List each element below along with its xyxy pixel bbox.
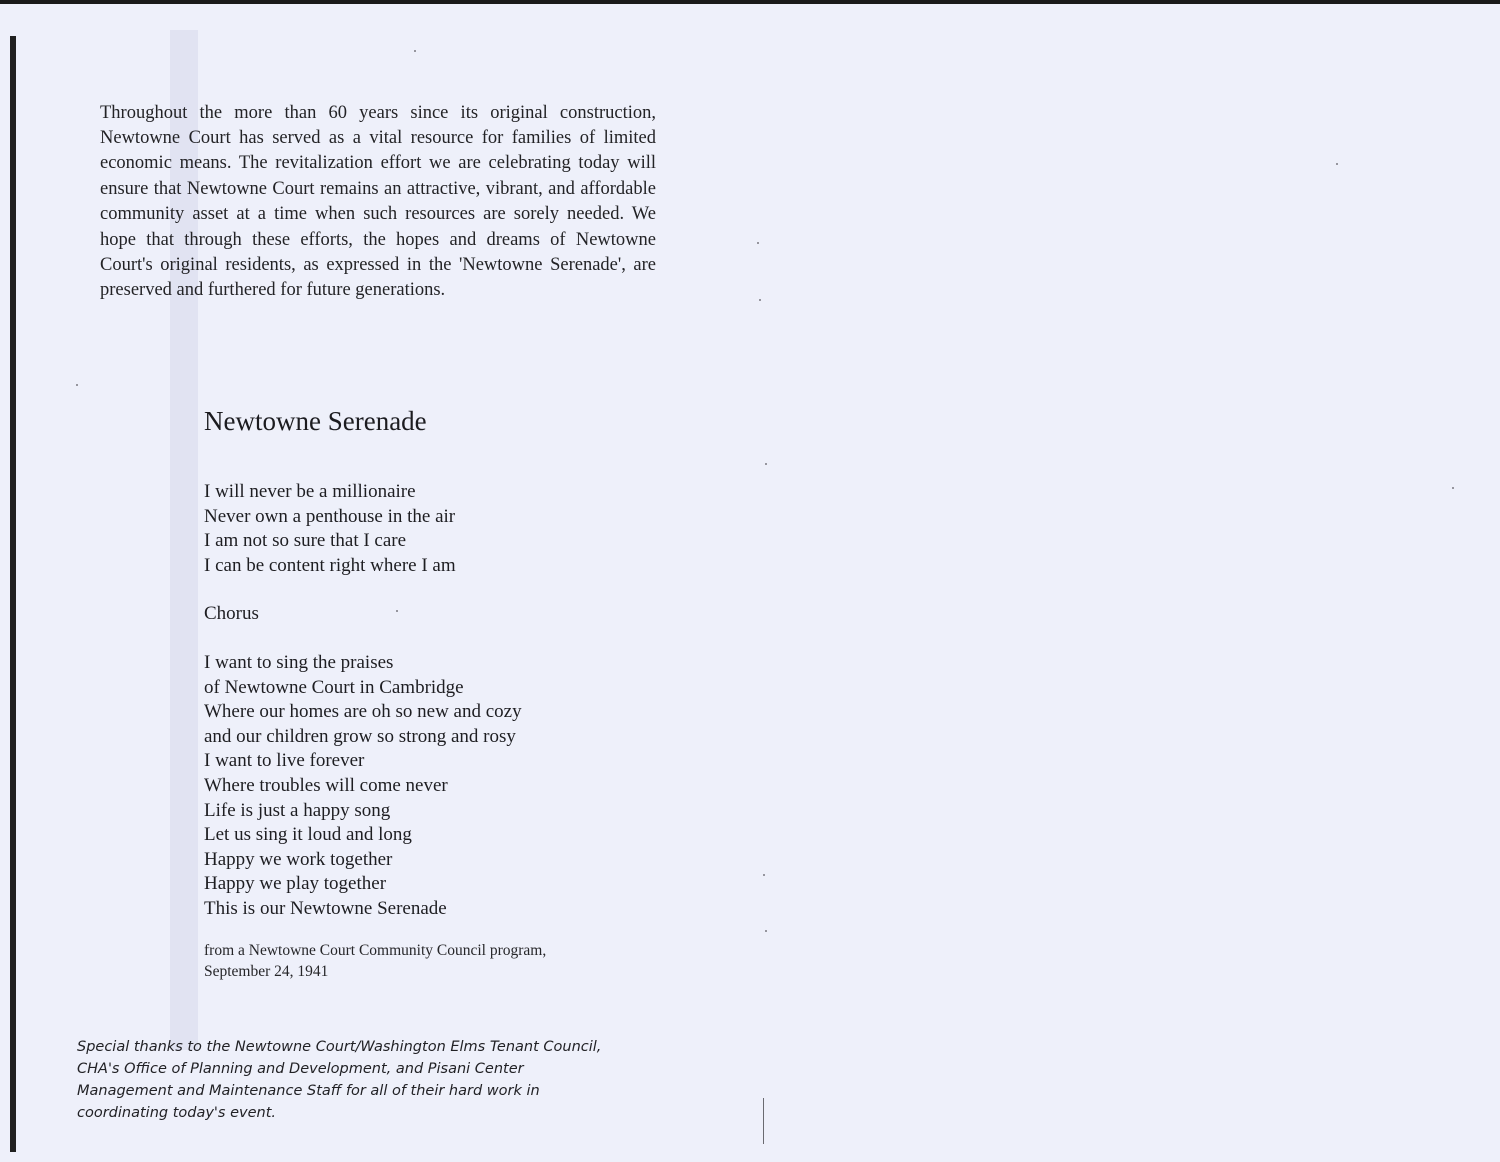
poem-line: of Newtowne Court in Cambridge — [204, 676, 464, 698]
scan-speck — [1452, 487, 1454, 489]
poem-title: Newtowne Serenade — [204, 406, 427, 436]
source-line: September 24, 1941 — [204, 962, 329, 980]
scan-speck — [396, 610, 398, 612]
acknowledgement-note — [77, 1036, 647, 1124]
acknowledgement-line: Special thanks to the Newtowne Court/Washington Elms Tenant Council, — [77, 1039, 602, 1055]
scan-speck — [759, 299, 761, 301]
acknowledgement-line: CHA's Office of Planning and Development, and Pisani Center — [77, 1061, 524, 1077]
scan-speck — [765, 463, 767, 465]
poem-line: Life is just a happy song — [204, 799, 391, 821]
poem-chorus — [204, 651, 634, 922]
poem-block — [204, 402, 634, 982]
scan-speck — [763, 874, 765, 876]
intro-paragraph: Throughout the more than 60 years since its original construction, Newtowne Court has served as a vital resource for families of limited economic means. The revitalization effort we are celebrating today will ensure that Newtowne Court remains an attractive, vibrant, and affordable community asset at a time when such resources are sorely needed. We hope that through these efforts, the hopes and dreams of Newtowne Court's original residents, as expressed in the 'Newtowne Serenade', are preserved and furthered for future generations. — [100, 102, 656, 301]
chorus-label: Chorus — [204, 603, 259, 625]
poem-line: Where our homes are oh so new and cozy — [204, 701, 522, 723]
poem-line: I want to live forever — [204, 750, 365, 772]
acknowledgement-line: Management and Maintenance Staff for all of their hard work in — [77, 1083, 540, 1099]
poem-source-note — [204, 940, 634, 982]
scan-speck — [1336, 163, 1338, 165]
scan-mark — [763, 1098, 764, 1144]
poem-line: I want to sing the praises — [204, 651, 394, 673]
source-line: from a Newtowne Court Community Council program, — [204, 941, 547, 959]
acknowledgement-line: coordinating today's event. — [77, 1105, 276, 1121]
scan-speck — [76, 384, 78, 386]
scan-left-edge — [10, 36, 16, 1152]
poem-verse — [204, 480, 634, 578]
poem-line: I will never be a millionaire — [204, 481, 416, 502]
poem-line: I am not so sure that I care — [204, 530, 407, 552]
scan-speck — [414, 50, 416, 52]
scan-speck — [757, 242, 759, 244]
poem-line: I can be content right where I am — [204, 554, 456, 576]
scan-speck — [765, 930, 767, 932]
poem-line: Let us sing it loud and long — [204, 824, 412, 846]
scan-top-edge — [0, 0, 1500, 4]
poem-line: and our children grow so strong and rosy — [204, 725, 516, 747]
poem-line: Happy we work together — [204, 848, 393, 870]
poem-line: Never own a penthouse in the air — [204, 505, 456, 527]
poem-line: Happy we play together — [204, 873, 387, 895]
poem-line: This is our Newtowne Serenade — [204, 897, 447, 919]
poem-line: Where troubles will come never — [204, 774, 448, 796]
